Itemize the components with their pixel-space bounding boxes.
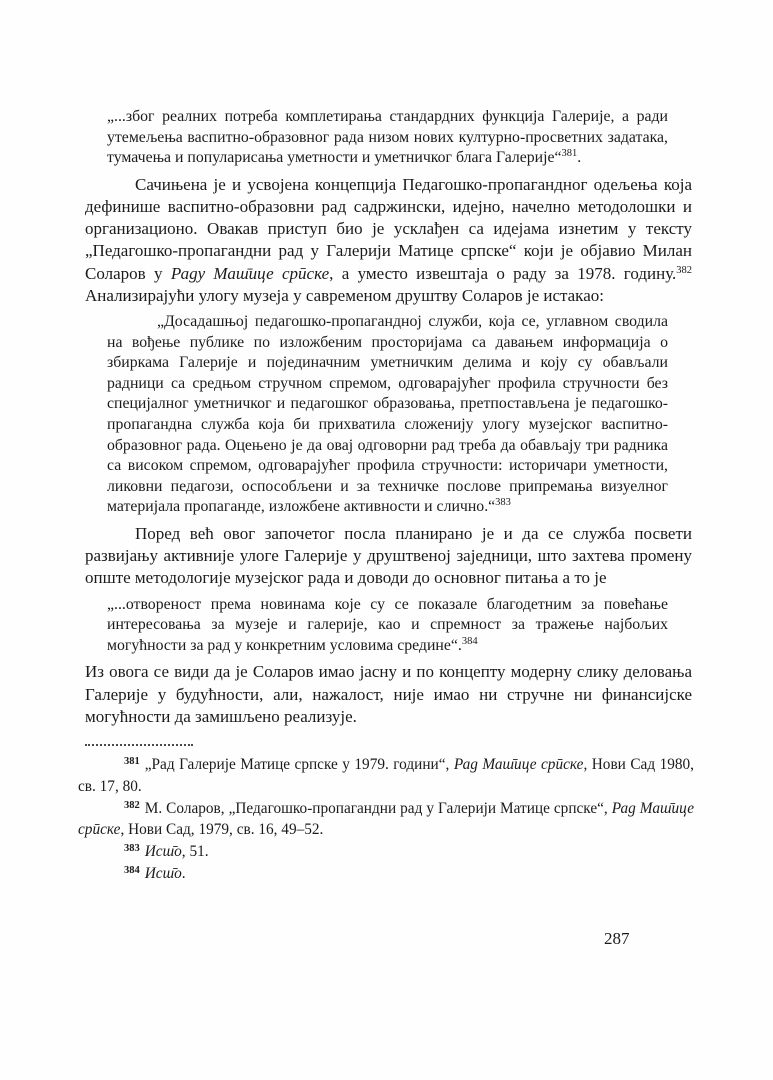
body-paragraph bbox=[85, 523, 692, 590]
text-run: „...због реалних потреба комплетирања стандардних функција Галерије, а ради утемељења васпитно-образовног рада низом нових културно-просветних задатака, тумачења и популарисања уметности и уметничког блага Галерије“ bbox=[107, 108, 668, 167]
text-run: , Нови Сад, 1979, св. 16, 49–52. bbox=[120, 821, 324, 839]
footnote-reference: 382 bbox=[676, 264, 693, 276]
footnote-separator bbox=[85, 744, 193, 746]
italic-text: Исш̄о bbox=[144, 843, 182, 861]
text-run: . bbox=[181, 864, 186, 882]
text-run: . bbox=[577, 149, 582, 167]
text-run: Поред већ овог започетог посла планирано је и да се служба посвети развијању активније улоге Галерије у друштвеној заједници, што захтева промену опште методологије музејског рада и доводи до основног питања а то је bbox=[85, 523, 692, 588]
footnote-reference: 381 bbox=[561, 148, 578, 160]
footnote bbox=[78, 754, 694, 798]
text-run: „Рад Галерије Матице српске у 1979. години“, bbox=[144, 755, 454, 773]
block-quote bbox=[107, 312, 668, 518]
text-run: Сачињена је и усвојена концепција Педагошко-пропагандног одељења која дефинише васпитно-образовни рад садржински, идејно, начелно методолошки и организационо. Овакав приступ био је усклађен са идејама изнетим у тексту „Педагошко-пропагандни рад у Галерији Матице српске“ који је објавио Милан Соларов у bbox=[85, 174, 692, 283]
footnote bbox=[78, 863, 694, 885]
footnote bbox=[78, 841, 694, 863]
italic-text: Рад Маш̄ице срӣске bbox=[453, 755, 584, 773]
page-number: 287 bbox=[604, 929, 630, 948]
block-quote bbox=[107, 107, 668, 169]
footnote-number: 381 bbox=[124, 755, 140, 767]
block-quote bbox=[107, 595, 668, 657]
italic-text: Рад Маш̄ице срӣске bbox=[78, 799, 694, 839]
text-column bbox=[78, 103, 694, 885]
text-run: Анализирајући улогу музеја у савременом друштву Соларов је истакао: bbox=[85, 285, 604, 305]
footnote-number: 383 bbox=[124, 843, 140, 855]
italic-text: Раду Маш̄ице срӣске bbox=[170, 263, 330, 283]
text-run: М. Соларов, „Педагошко-пропагандни рад у Галерији Матице српске“, bbox=[144, 799, 612, 817]
text-run: , Нови Сад 1980, св. 17, 80. bbox=[78, 755, 694, 795]
footnote-reference: 383 bbox=[495, 497, 511, 509]
footnotes bbox=[78, 754, 694, 885]
body-paragraph bbox=[85, 174, 692, 307]
body-paragraph bbox=[85, 661, 692, 728]
text-run: , а уместо извештаја о раду за 1978. годину. bbox=[329, 263, 677, 283]
text-run: „Досадашњој педагошко-пропагандној служби, која се, углавном сводила на вођење публике по изложбеним просторијама са давањем информација о збиркама Галерије и појединачним уметничким делима и коју су обављали радници са средњом стручном спремом, одговарајућег профила стручности без специјалног уметничког и педагошког образовања, претпостављена је педагошко-пропагандна служба која би прихватила сложенију улогу музејског васпитно-образовног рада. Оцењено је да овај одговорни рад треба да обављају три радника са високом спремом, одговарајућег профила стручности: историчари уметности, ликовни педагози, оспособљени и за техничке послове припремања визуелног материјала пропаганде, изложбене активности и слично.“ bbox=[107, 313, 668, 516]
italic-text: Исш̄о bbox=[144, 864, 182, 882]
text-run: Из овога се види да је Соларов имао јасну и по концепту модерну слику деловања Галерије у будућности, али, нажалост, није имао ни стручне ни финансијске могућности да замишљено реализује. bbox=[85, 662, 692, 726]
footnote-number: 384 bbox=[124, 864, 140, 876]
footnote bbox=[78, 798, 694, 842]
footnote-number: 382 bbox=[124, 799, 140, 811]
footnote-reference: 384 bbox=[461, 635, 478, 647]
text-run: „...отвореност према новинама које су се показале благодетним за повећање интересовања за музеје и галерије, као и спремност за тражење најбољих могућности за рад у конкретним условима средине“. bbox=[107, 595, 668, 654]
text-run: , 51. bbox=[181, 843, 209, 861]
